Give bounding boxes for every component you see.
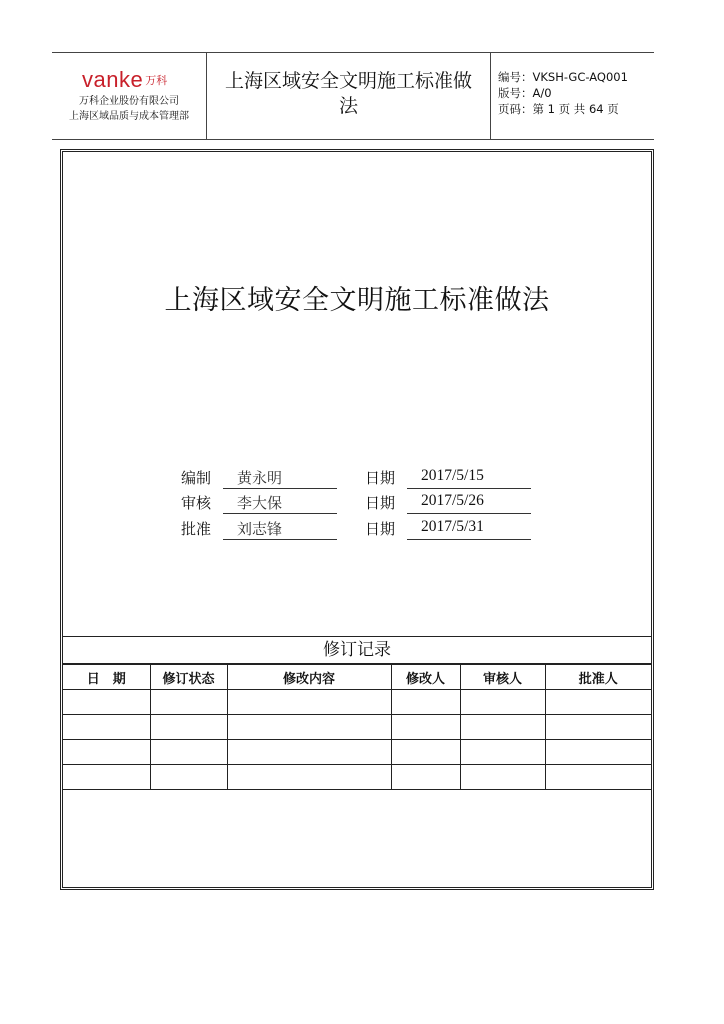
revision-table — [63, 664, 651, 790]
header-meta — [498, 69, 654, 117]
company-name: 万科企业股份有限公司 — [79, 96, 179, 107]
signature-role: 编制 — [181, 469, 212, 487]
revision-section — [63, 636, 651, 790]
col-content: 修改内容 — [227, 665, 391, 690]
page-info: 页码：第 1 页 共 64 页 — [498, 102, 619, 116]
signature-role: 批准 — [181, 520, 212, 538]
cover-frame — [60, 149, 654, 890]
logo-brand: vanke — [82, 67, 144, 92]
header-title: 上海区域安全文明施工标准做法 — [224, 70, 472, 117]
signature-row-compile — [181, 467, 541, 491]
col-date: 日 期 — [63, 665, 150, 690]
revision-title: 修订记录 — [63, 637, 651, 664]
table-row — [63, 765, 651, 790]
vanke-logo — [82, 69, 167, 91]
date-label: 日期 — [365, 520, 396, 538]
table-row — [63, 740, 651, 765]
col-status: 修订状态 — [150, 665, 227, 690]
signature-date: 2017/5/26 — [407, 492, 531, 514]
signature-date: 2017/5/31 — [407, 518, 531, 540]
header-title-cell — [207, 53, 490, 139]
col-approver: 批准人 — [545, 665, 651, 690]
document-header — [52, 52, 654, 140]
signature-name: 黄永明 — [223, 467, 337, 489]
date-label: 日期 — [365, 469, 396, 487]
signature-row-review — [181, 492, 541, 516]
logo-brand-cn: 万科 — [145, 74, 168, 87]
table-row — [63, 715, 651, 740]
signature-role: 审核 — [181, 494, 212, 512]
col-reviewer: 审核人 — [460, 665, 545, 690]
signature-name: 李大保 — [223, 492, 337, 514]
signature-row-approve — [181, 518, 541, 542]
doc-code: 编号：VKSH-GC-AQ001 — [498, 70, 628, 84]
table-row — [63, 690, 651, 715]
logo-cell — [52, 53, 206, 139]
header-divider — [490, 53, 491, 139]
doc-version: 版号：A/0 — [498, 86, 552, 100]
cover-title: 上海区域安全文明施工标准做法 — [164, 285, 550, 316]
col-modifier: 修改人 — [391, 665, 460, 690]
department-name: 上海区域品质与成本管理部 — [69, 111, 189, 122]
signature-name: 刘志锋 — [223, 518, 337, 540]
revision-header-row — [63, 665, 651, 690]
signature-date: 2017/5/15 — [407, 467, 531, 489]
date-label: 日期 — [365, 494, 396, 512]
